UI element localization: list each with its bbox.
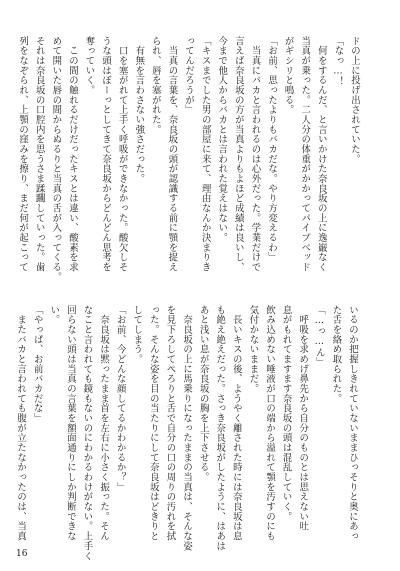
- upper-text-line: 有無を言わさない強さだった。: [133, 36, 145, 184]
- upper-text-line: ってんだろうが」: [183, 36, 195, 115]
- upper-text-line: がギシリと鳴る。: [282, 36, 294, 115]
- upper-text-line: 当真が乗った。二人分の体重がかかってパイプベッド: [299, 36, 311, 273]
- lower-text-line: 呼吸を求めげ鼻先から自分のものとは思えない吐: [297, 305, 309, 532]
- upper-text-line: 何をするんだ、と言いかけた奈良坂の上に逸巌なく: [315, 36, 327, 273]
- lower-text-line: い。: [48, 305, 60, 325]
- lower-text-line: なこと言われても鏡もないのにわかるわけがない。上手く: [81, 305, 93, 561]
- lower-text-line: 「お前、今どんな顔してるかわかるか？」: [114, 305, 126, 492]
- upper-text-line: 当真にバカと言われるのは心外だった。学業だけで: [249, 36, 261, 273]
- upper-text-line: られ、唇を塞がれた。: [149, 36, 161, 135]
- upper-text-line: この間の触れるだけだったキスとは違い、酸素を求: [66, 36, 78, 273]
- lower-text-line: った。そんな姿を目の当たりにして奈良坂はどきりと: [147, 305, 159, 542]
- lower-text-line: 「…っ…ん」: [313, 305, 325, 368]
- upper-text-line: 当真の言葉を、奈良坂の頭が認識する前に顎を捉え: [166, 36, 178, 273]
- lower-text-line: 息がもれてますます奈良坂の頭は混乱していく。: [280, 305, 292, 522]
- lower-text-line: 飲み込めない唾液が口の端から溢れて顎を汚すのにも: [264, 305, 276, 542]
- upper-text-line: 今まで他人からバカとは言われた覚えはない。: [216, 36, 228, 243]
- upper-text-block: [17, 36, 362, 282]
- lower-text-line: を見下ろしてぺろりと舌で自分の口の周りの汚れを拭: [164, 305, 176, 542]
- upper-text-line: 列をなぞられ、上顎の窪みを擦り、まだ何が起こって: [17, 36, 29, 273]
- lower-text-line: あと浅い息が奈良坂の胸を上下させる。: [197, 305, 209, 483]
- upper-text-line: うな頭はぼーっとしてきて奈良坂からどんどん思考を: [100, 36, 112, 273]
- lower-text-line: 気付かないままだ。: [247, 305, 259, 394]
- upper-text-line: 口を塞がれて上手く呼吸ができなかった。酸欠しそ: [116, 36, 128, 273]
- upper-text-line: 言えば奈良坂の方が当真よりもよほど成績は良いし、: [232, 36, 244, 273]
- lower-text-line: も絶え絶えだった。さっき奈良坂がしたように、はあは: [214, 305, 226, 551]
- lower-text-line: いるのか把握しきれていないままひっそりと奥にあっ: [347, 305, 358, 542]
- upper-text-line: めて開いた唇の間からぬるりと当真の舌が入ってくる。: [50, 36, 62, 282]
- upper-text-line: 「なっ…！: [332, 36, 344, 87]
- lower-text-line: してしまう。: [131, 305, 143, 365]
- upper-text-line: 「お前、思ったよりもバカだな。やり方変えるわ」: [266, 36, 278, 263]
- upper-text-line: 「キスまでした男の部屋に来て、理由なんか決まりき: [199, 36, 211, 273]
- upper-text-line: ドの上に投げ出されていた。: [349, 36, 360, 164]
- upper-text-line: 奪っていく。: [83, 36, 95, 96]
- lower-text-line: 奈良坂の上に馬乗りになったままの当真は、そんな姿: [181, 305, 193, 551]
- lower-text-line: またバカと言われても腹が立たなかったのは、当真: [15, 305, 27, 542]
- lower-text-line: 長いキスの後、ようやく離された時には奈良坂は息: [230, 305, 242, 542]
- upper-text-line: それは奈良坂の口腔内を思うさま蹂躙していった。歯: [33, 36, 45, 273]
- lower-text-line: 回らない頭は当真の言葉を額面通りにしか判断できな: [64, 305, 76, 542]
- lower-text-line: 「やっぱ、お前バカだな」: [31, 305, 43, 424]
- lower-text-line: た舌を絡め取られた。: [330, 305, 342, 404]
- page-number: 16: [16, 549, 28, 559]
- lower-text-line: 奈良坂は黙ったまま首を左右に小さく振った。そん: [98, 305, 110, 542]
